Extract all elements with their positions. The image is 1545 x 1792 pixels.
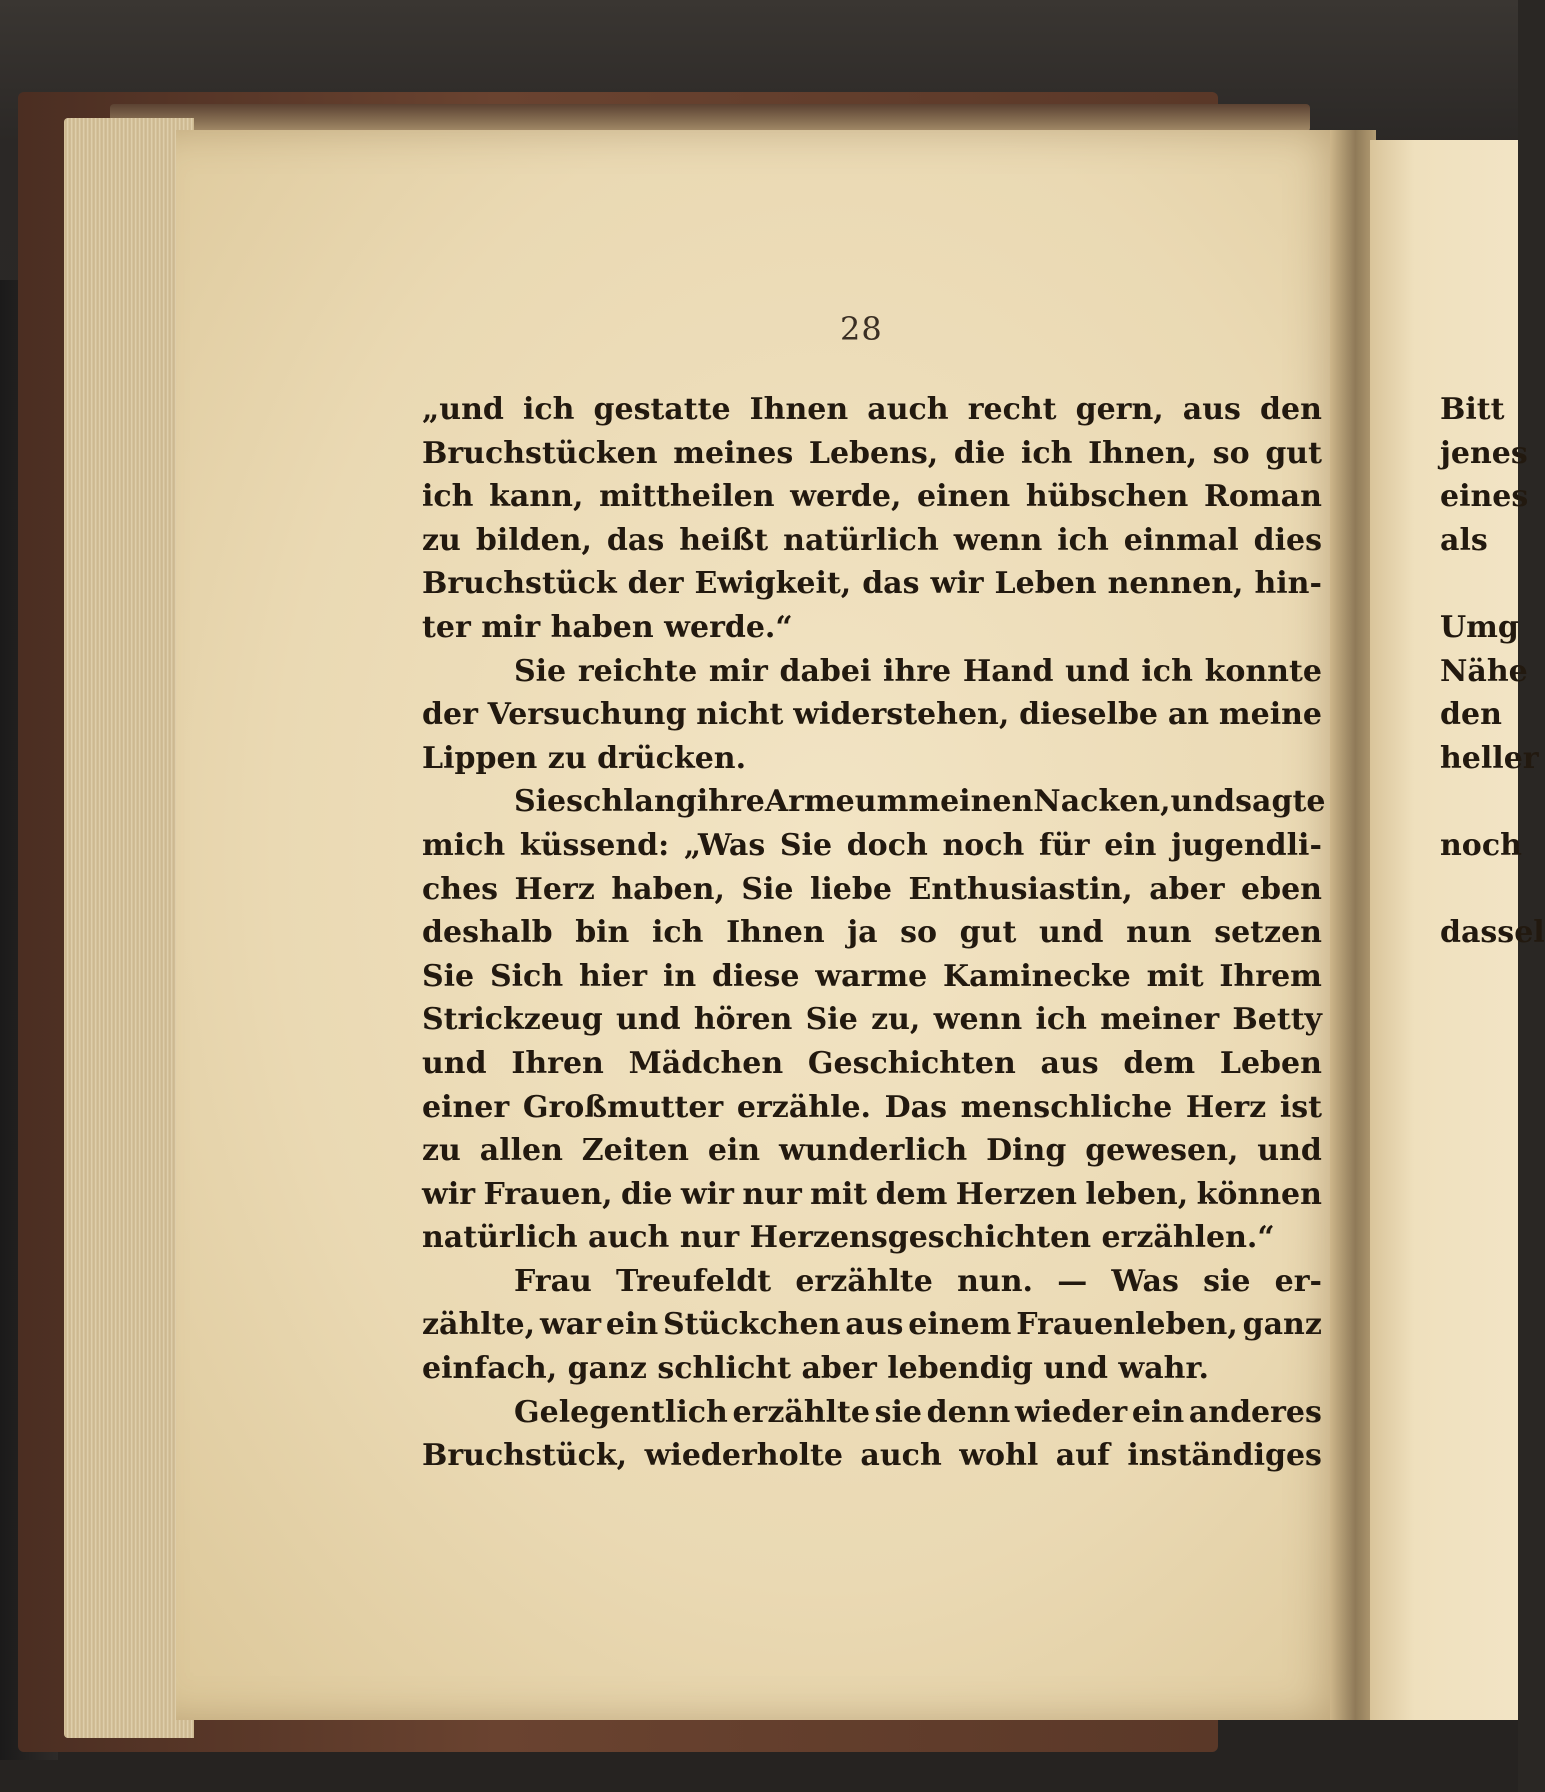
facing-page-line: heller bbox=[1440, 740, 1539, 776]
page-edges bbox=[64, 118, 194, 1738]
text-line: zu allen Zeiten ein wunderlich Ding gewesen, und bbox=[422, 1133, 1322, 1169]
text-line: Sie Sich hier in diese warme Kaminecke mit Ihrem bbox=[422, 958, 1322, 994]
text-line: Sie reichte mir dabei ihre Hand und ich konnte bbox=[514, 653, 1322, 689]
text-line: Bruchstück, wiederholte auch wohl auf inständiges bbox=[422, 1438, 1322, 1474]
text-line: Lippen zu drücken. bbox=[422, 740, 747, 776]
facing-page-line: Nähe bbox=[1440, 653, 1528, 689]
facing-page-text bbox=[1440, 388, 1545, 955]
text-line: und Ihren Mädchen Geschichten aus dem Leben bbox=[422, 1045, 1322, 1081]
text-line: einfach, ganz schlicht aber lebendig und wahr. bbox=[422, 1351, 1209, 1387]
text-line: ich kann, mittheilen werde, einen hübschen Roman bbox=[422, 479, 1322, 515]
facing-page-line: den bbox=[1440, 697, 1502, 733]
text-line: einer Großmutter erzähle. Das menschliche Herz ist bbox=[422, 1089, 1322, 1125]
text-line: der Versuchung nicht widerstehen, dieselbe an meine bbox=[422, 697, 1322, 733]
text-line: deshalb bin ich Ihnen ja so gut und nun setzen bbox=[422, 915, 1322, 951]
text-line: ter mir haben werde.“ bbox=[422, 609, 793, 645]
text-line: Bruchstücken meines Lebens, die ich Ihnen, so gut bbox=[422, 435, 1322, 471]
facing-page-line: eines bbox=[1440, 479, 1529, 515]
facing-page-line: dassel bbox=[1440, 915, 1545, 951]
facing-page-line: noch bbox=[1440, 827, 1522, 863]
text-line: wir Frauen, die wir nur mit dem Herzen leben, können bbox=[422, 1176, 1322, 1212]
facing-page-line bbox=[1440, 562, 1518, 606]
text-line: „und ich gestatte Ihnen auch recht gern, aus den bbox=[422, 392, 1322, 427]
text-line: Strickzeug und hören Sie zu, wenn ich meiner Betty bbox=[422, 1002, 1322, 1038]
text-line: Sie schlang ihre Arme um meinen Nacken, und sagte bbox=[514, 784, 1326, 820]
text-line: Frau Treufeldt erzählte nun. — Was sie er- bbox=[514, 1263, 1322, 1299]
facing-page-line bbox=[1440, 780, 1518, 824]
facing-page-line: jenes bbox=[1440, 435, 1528, 471]
text-line: mich küssend: „Was Sie doch noch für ein jugendli- bbox=[422, 827, 1322, 863]
text-line: natürlich auch nur Herzensgeschichten erzählen.“ bbox=[422, 1220, 1275, 1256]
body-text bbox=[422, 388, 1326, 1478]
facing-page-line: Bitt bbox=[1440, 392, 1505, 427]
facing-page-line bbox=[1440, 868, 1518, 912]
text-line: zu bilden, das heißt natürlich wenn ich einmal dies bbox=[422, 522, 1322, 558]
text-line: zählte, war ein Stückchen aus einem Frauenleben, ganz bbox=[422, 1307, 1322, 1343]
text-line: ches Herz haben, Sie liebe Enthusiastin, aber eben bbox=[422, 871, 1322, 907]
page-number: 28 bbox=[840, 310, 883, 348]
text-line: Bruchstück der Ewigkeit, das wir Leben nennen, hin- bbox=[422, 566, 1322, 602]
text-line: Gelegentlich erzählte sie denn wieder ein anderes bbox=[514, 1394, 1322, 1430]
facing-page-line: Umg bbox=[1440, 609, 1519, 645]
page-top-edge bbox=[110, 104, 1310, 132]
facing-page-line: als bbox=[1440, 522, 1488, 558]
